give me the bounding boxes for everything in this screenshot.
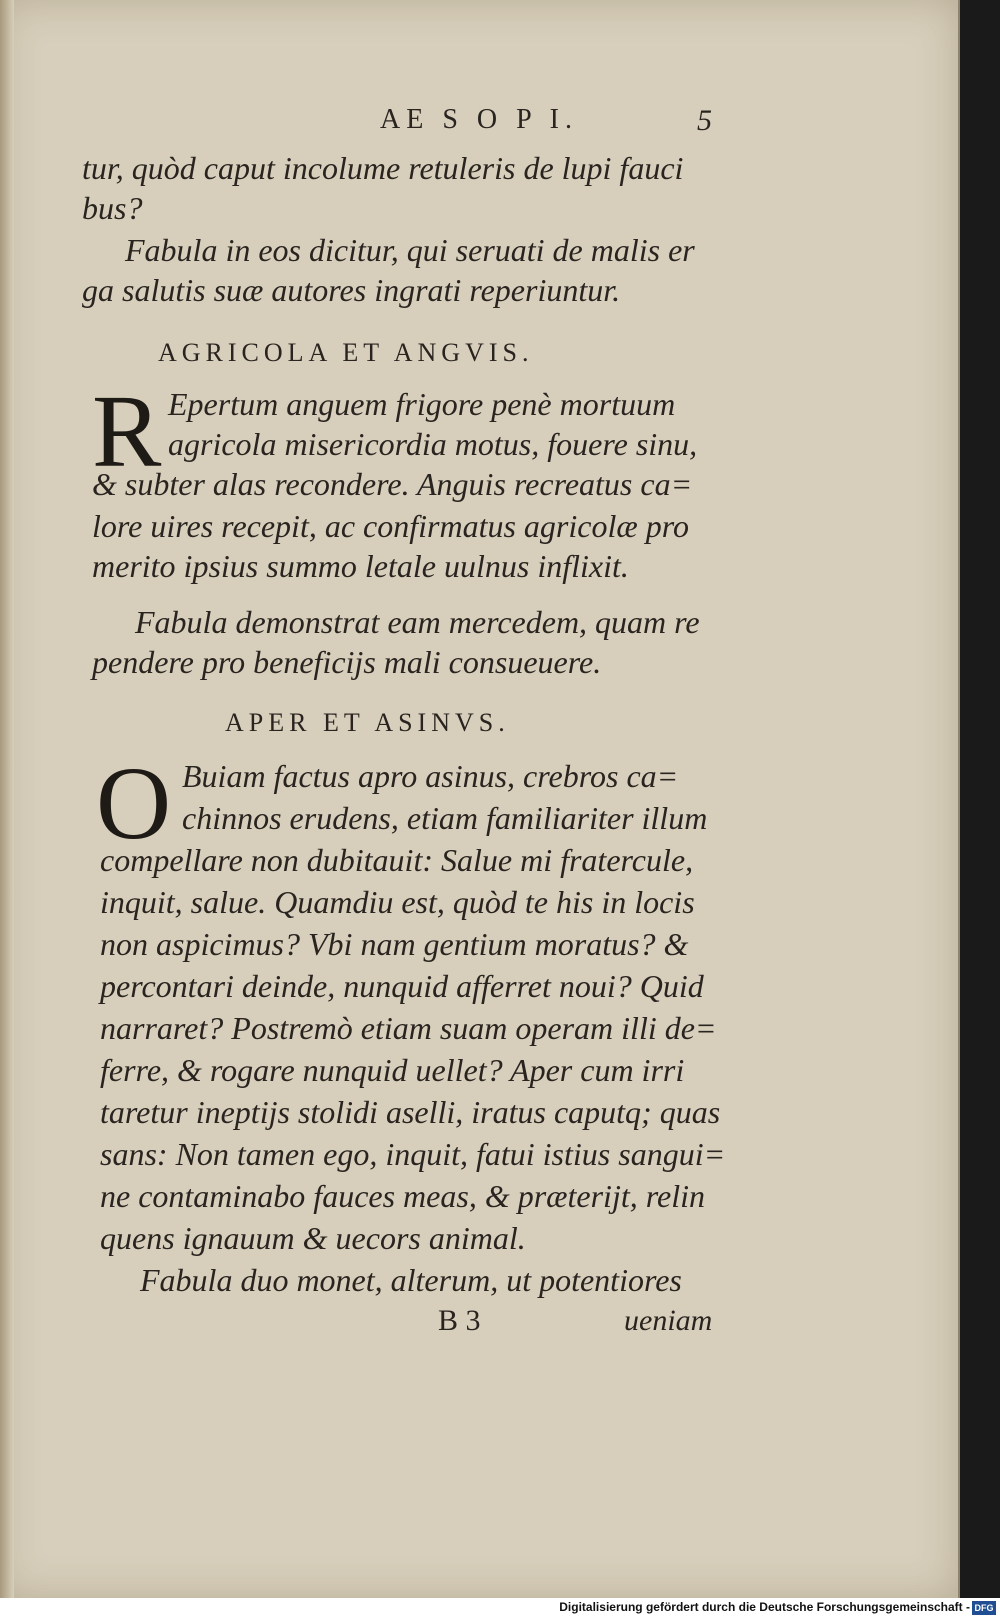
- text-line: chinnos erudens, etiam familiariter illum: [182, 800, 708, 836]
- text-line: Epertum anguem frigore penè mortuum: [168, 386, 676, 422]
- page-number: 5: [697, 104, 712, 137]
- fable-title: APER ET ASINVS.: [225, 708, 510, 737]
- moral-line: Fabula demonstrat eam mercedem, quam re: [135, 604, 700, 640]
- text-line: compellare non dubitauit: Salue mi fratercule,: [100, 842, 694, 878]
- text-line: non aspicimus? Vbi nam gentium moratus? &: [100, 926, 689, 962]
- catchword: ueniam: [624, 1304, 713, 1337]
- text-line: ferre, & rogare nunquid uellet? Aper cum irri: [100, 1052, 685, 1088]
- dfg-logo-icon: DFG: [972, 1601, 996, 1615]
- text-line: tur, quòd caput incolume retuleris de lupi fauci: [82, 150, 684, 186]
- text-line: Fabula in eos dicitur, qui seruati de malis er: [125, 232, 695, 268]
- text-line: sans: Non tamen ego, inquit, fatui istius sangui=: [100, 1136, 726, 1172]
- text-line: & subter alas recondere. Anguis recreatus ca=: [92, 466, 693, 502]
- text-line: Buiam factus apro asinus, crebros ca=: [182, 758, 679, 794]
- signature-mark: B 3: [438, 1304, 481, 1337]
- fable-title: AGRICOLA ET ANGVIS.: [158, 338, 534, 367]
- drop-cap: O: [96, 746, 172, 861]
- text-line: ga salutis suæ autores ingrati reperiuntur.: [82, 272, 621, 308]
- text-line: quens ignauum & uecors animal.: [100, 1220, 526, 1256]
- running-head: AE S O P I.: [380, 104, 578, 135]
- drop-cap: R: [92, 374, 162, 489]
- text-line: bus?: [82, 190, 143, 226]
- text-line: lore uires recepit, ac confirmatus agricolæ pro: [92, 508, 689, 544]
- moral-line: pendere pro beneficijs mali consueuere.: [92, 644, 602, 680]
- text-line: inquit, salue. Quamdiu est, quòd te his in locis: [100, 884, 695, 920]
- text-line: taretur ineptijs stolidi aselli, iratus caputq; quas: [100, 1094, 721, 1130]
- footer-bar: [0, 1598, 1000, 1620]
- text-line: agricola misericordia motus, fouere sinu,: [168, 426, 698, 462]
- text-line: ne contaminabo fauces meas, & præterijt, relin: [100, 1178, 705, 1214]
- text-line: percontari deinde, nunquid afferret noui? Quid: [100, 968, 704, 1004]
- moral-line: Fabula duo monet, alterum, ut potentiores: [140, 1262, 682, 1298]
- text-line: merito ipsius summo letale uulnus inflixit.: [92, 548, 629, 584]
- funding-credit: Digitalisierung gefördert durch die Deutsche Forschungsgemeinschaft -: [559, 1600, 970, 1614]
- text-line: narraret? Postremò etiam suam operam illi de=: [100, 1010, 717, 1046]
